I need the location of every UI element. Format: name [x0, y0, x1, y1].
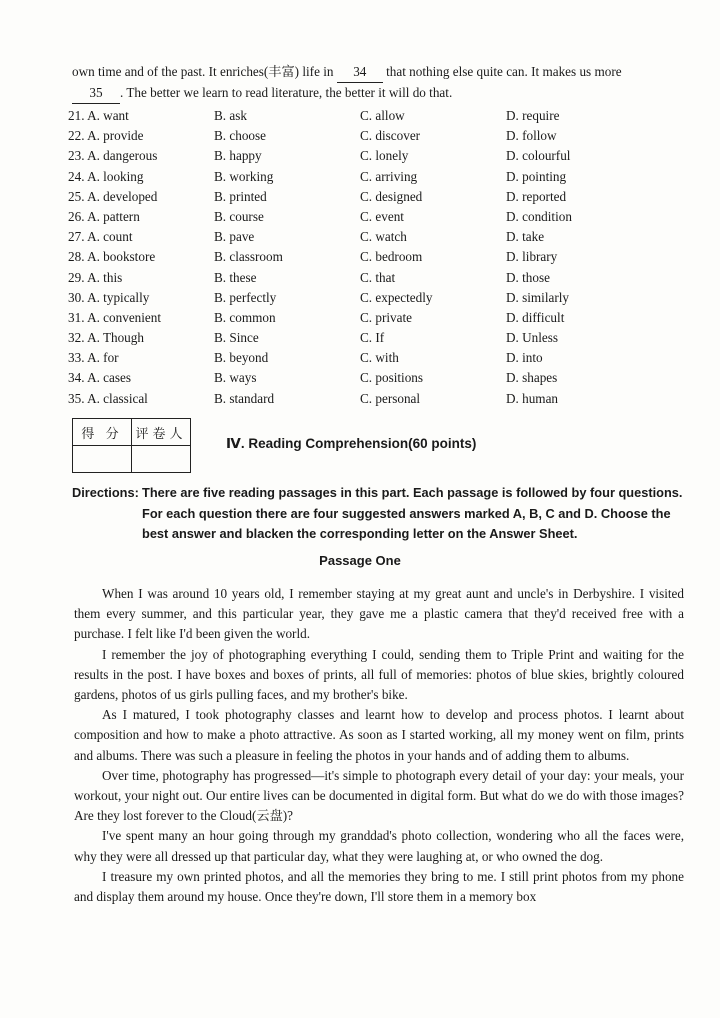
option-text: D. library: [506, 249, 558, 265]
option-b: [214, 126, 360, 146]
choice-row: [68, 268, 688, 288]
option-text: D. human: [506, 390, 559, 406]
option-c: [360, 146, 506, 166]
option-d: [506, 288, 676, 308]
section-title: Ⅳ. Reading Comprehension(60 points): [226, 436, 477, 451]
option-a: [68, 247, 214, 267]
option-b: [214, 268, 360, 288]
option-text: C. lonely: [360, 148, 409, 164]
question-number: 23.: [68, 148, 85, 164]
option-text: A. this: [87, 269, 123, 285]
option-text: B. these: [214, 269, 257, 285]
option-text: C. private: [360, 309, 413, 325]
option-text: C. that: [360, 269, 396, 285]
option-c: [360, 227, 506, 247]
intro-text: that nothing else quite can. It makes us more: [382, 64, 622, 79]
option-text: A. dangerous: [87, 148, 158, 164]
option-d: [506, 268, 676, 288]
blank-35: 35: [72, 83, 120, 104]
option-d: [506, 227, 676, 247]
option-text: B. pave: [214, 229, 255, 245]
option-text: A. convenient: [87, 309, 162, 325]
question-number: 32.: [68, 330, 85, 346]
option-text: B. ways: [214, 370, 257, 386]
option-a: [68, 328, 214, 348]
option-text: C. If: [360, 330, 385, 346]
option-text: A. classical: [87, 390, 148, 406]
option-text: C. allow: [360, 108, 405, 123]
option-b: [214, 328, 360, 348]
option-d: [506, 167, 676, 187]
option-c: [360, 187, 506, 207]
option-text: A. bookstore: [87, 249, 156, 265]
question-number: 35.: [68, 390, 85, 406]
option-c: [360, 389, 506, 409]
option-c: [360, 348, 506, 368]
option-b: [214, 389, 360, 409]
option-text: C. personal: [360, 390, 421, 406]
option-c: [360, 308, 506, 328]
option-c: [360, 106, 506, 126]
option-text: D. pointing: [506, 168, 567, 184]
choice-row: [68, 146, 688, 166]
option-text: C. with: [360, 350, 399, 366]
option-a: [68, 187, 214, 207]
option-text: B. course: [214, 208, 264, 224]
choice-row: [68, 308, 688, 328]
option-d: [506, 106, 676, 126]
option-text: B. Since: [214, 330, 259, 346]
option-text: A. Though: [87, 330, 144, 346]
option-text: B. perfectly: [214, 289, 277, 305]
option-text: D. shapes: [506, 370, 558, 386]
option-a: [68, 348, 214, 368]
choice-row: [68, 247, 688, 267]
question-number: 31.: [68, 309, 85, 325]
option-text: B. classroom: [214, 249, 283, 265]
option-text: D. those: [506, 269, 550, 285]
choice-row: [68, 167, 688, 187]
choice-row: [68, 207, 688, 227]
intro-line-2: [72, 83, 682, 104]
directions-text: There are five reading passages in this part. Each passage is followed by four questions. For each question there are four suggested answers marked A, B, C and D. Choose the best answer and blacken the corresponding letter on the Answer Sheet.: [142, 485, 683, 541]
option-b: [214, 368, 360, 388]
option-a: [68, 146, 214, 166]
option-text: D. similarly: [506, 289, 570, 305]
option-text: B. printed: [214, 188, 267, 204]
directions-label: Directions:: [72, 485, 139, 500]
question-number: 24.: [68, 168, 85, 184]
option-text: D. condition: [506, 208, 572, 224]
option-text: D. follow: [506, 128, 557, 144]
choice-row: [68, 389, 688, 409]
option-c: [360, 247, 506, 267]
option-text: C. designed: [360, 188, 423, 204]
option-b: [214, 227, 360, 247]
choice-row: [68, 368, 688, 388]
option-text: A. developed: [87, 188, 158, 204]
option-a: [68, 268, 214, 288]
option-text: A. want: [87, 108, 129, 123]
intro-text: . The better we learn to read literature, the better it will do that.: [120, 85, 453, 100]
option-c: [360, 288, 506, 308]
question-number: 30.: [68, 289, 85, 305]
passage-paragraph: I remember the joy of photographing everything I could, sending them to Triple Print and waiting for the results in the post. I have boxes and boxes of prints, all full of memories: photos of blue skies, brightly coloured gardens, photos of us girls pulling faces, and my brother's bike.: [74, 646, 684, 703]
question-number: 22.: [68, 128, 85, 144]
option-text: D. reported: [506, 188, 567, 204]
option-text: C. event: [360, 208, 404, 224]
option-d: [506, 187, 676, 207]
option-text: B. beyond: [214, 350, 269, 366]
option-text: C. bedroom: [360, 249, 423, 265]
option-text: C. watch: [360, 229, 407, 245]
option-c: [360, 368, 506, 388]
option-a: [68, 227, 214, 247]
option-a: [68, 207, 214, 227]
choice-row: [68, 227, 688, 247]
choice-list: [68, 106, 688, 409]
option-text: A. pattern: [87, 208, 140, 224]
option-text: D. take: [506, 229, 545, 245]
choice-row: [68, 126, 688, 146]
option-text: A. typically: [87, 289, 150, 305]
question-number: 29.: [68, 269, 85, 285]
option-text: D. difficult: [506, 309, 565, 325]
option-a: [68, 288, 214, 308]
score-cell: [73, 446, 132, 473]
option-text: C. positions: [360, 370, 424, 386]
passage-paragraph: As I matured, I took photography classes and learnt how to develop and process photos. I learnt about composition and how to make a photo attractive. As soon as I started working, all my money went on film, prints and albums. There was such a pleasure in feeling the photos in your hands and of adding them to albums.: [74, 707, 684, 763]
passage-body: [74, 584, 684, 907]
passage-paragraph: I treasure my own printed photos, and all the memories they bring to me. I still print photos from my phone and display them around my house. Once they're down, I'll store them in a memory box: [74, 868, 684, 905]
question-number: 28.: [68, 249, 85, 265]
option-text: A. count: [87, 229, 133, 245]
option-text: A. for: [87, 350, 119, 366]
option-text: A. cases: [87, 370, 132, 386]
option-a: [68, 126, 214, 146]
choice-row: [68, 187, 688, 207]
option-d: [506, 328, 676, 348]
option-c: [360, 126, 506, 146]
passage-title: Passage One: [319, 553, 401, 568]
grader-label: 评卷人: [132, 419, 191, 446]
option-text: D. into: [506, 350, 543, 366]
option-b: [214, 348, 360, 368]
option-b: [214, 106, 360, 126]
option-d: [506, 247, 676, 267]
option-text: D. Unless: [506, 330, 559, 346]
option-b: [214, 187, 360, 207]
option-d: [506, 308, 676, 328]
question-number: 26.: [68, 208, 85, 224]
option-c: [360, 268, 506, 288]
option-text: C. discover: [360, 128, 421, 144]
blank-34: 34: [337, 62, 383, 83]
passage-paragraph: Over time, photography has progressed—it's simple to photograph every detail of your day: your meals, your workout, your night out. Our entire lives can be documented in digital form. But what do we do with those images? Are they lost forever to the Cloud(云盘)?: [74, 767, 684, 824]
option-c: [360, 207, 506, 227]
option-b: [214, 288, 360, 308]
option-b: [214, 146, 360, 166]
option-a: [68, 167, 214, 187]
option-b: [214, 167, 360, 187]
option-b: [214, 207, 360, 227]
option-text: B. standard: [214, 390, 275, 406]
choice-row: [68, 106, 688, 126]
intro-text: own time and of the past. It enriches(丰富) life in: [72, 64, 337, 79]
question-number: 34.: [68, 370, 85, 386]
option-a: [68, 368, 214, 388]
option-d: [506, 348, 676, 368]
option-text: B. common: [214, 309, 276, 325]
score-label: 得 分: [73, 419, 132, 446]
option-text: B. happy: [214, 148, 262, 164]
option-text: C. arriving: [360, 168, 418, 184]
score-table: [72, 418, 191, 473]
option-b: [214, 247, 360, 267]
option-b: [214, 308, 360, 328]
option-a: [68, 389, 214, 409]
option-c: [360, 167, 506, 187]
intro-line-1: [72, 62, 682, 83]
option-text: A. provide: [87, 128, 144, 144]
question-number: 21.: [68, 108, 85, 123]
question-number: 25.: [68, 188, 85, 204]
option-text: B. choose: [214, 128, 267, 144]
option-text: D. colourful: [506, 148, 571, 164]
passage-paragraph: I've spent many an hour going through my granddad's photo collection, wondering who all the faces were, why they were all dressed up that particular day, what they were laughing at, or who owned the dog.: [74, 828, 684, 864]
cloze-passage-ending: [72, 62, 682, 104]
passage-paragraph: When I was around 10 years old, I remember staying at my great aunt and uncle's in Derbyshire. I visited them every summer, and this particular year, they gave me a plastic camera that they'd received free with a purchase. I felt like I'd been given the world.: [74, 586, 684, 642]
option-text: C. expectedly: [360, 289, 433, 305]
option-d: [506, 368, 676, 388]
option-d: [506, 389, 676, 409]
question-number: 33.: [68, 350, 85, 366]
option-d: [506, 207, 676, 227]
option-d: [506, 126, 676, 146]
question-number: 27.: [68, 229, 85, 245]
option-text: A. looking: [87, 168, 144, 184]
grader-cell: [132, 446, 191, 473]
choice-row: [68, 288, 688, 308]
option-text: B. working: [214, 168, 274, 184]
choice-row: [68, 348, 688, 368]
option-d: [506, 146, 676, 166]
option-text: D. require: [506, 108, 560, 123]
option-a: [68, 106, 214, 126]
option-c: [360, 328, 506, 348]
option-a: [68, 308, 214, 328]
choice-row: [68, 328, 688, 348]
directions: [72, 480, 684, 545]
option-text: B. ask: [214, 108, 247, 123]
